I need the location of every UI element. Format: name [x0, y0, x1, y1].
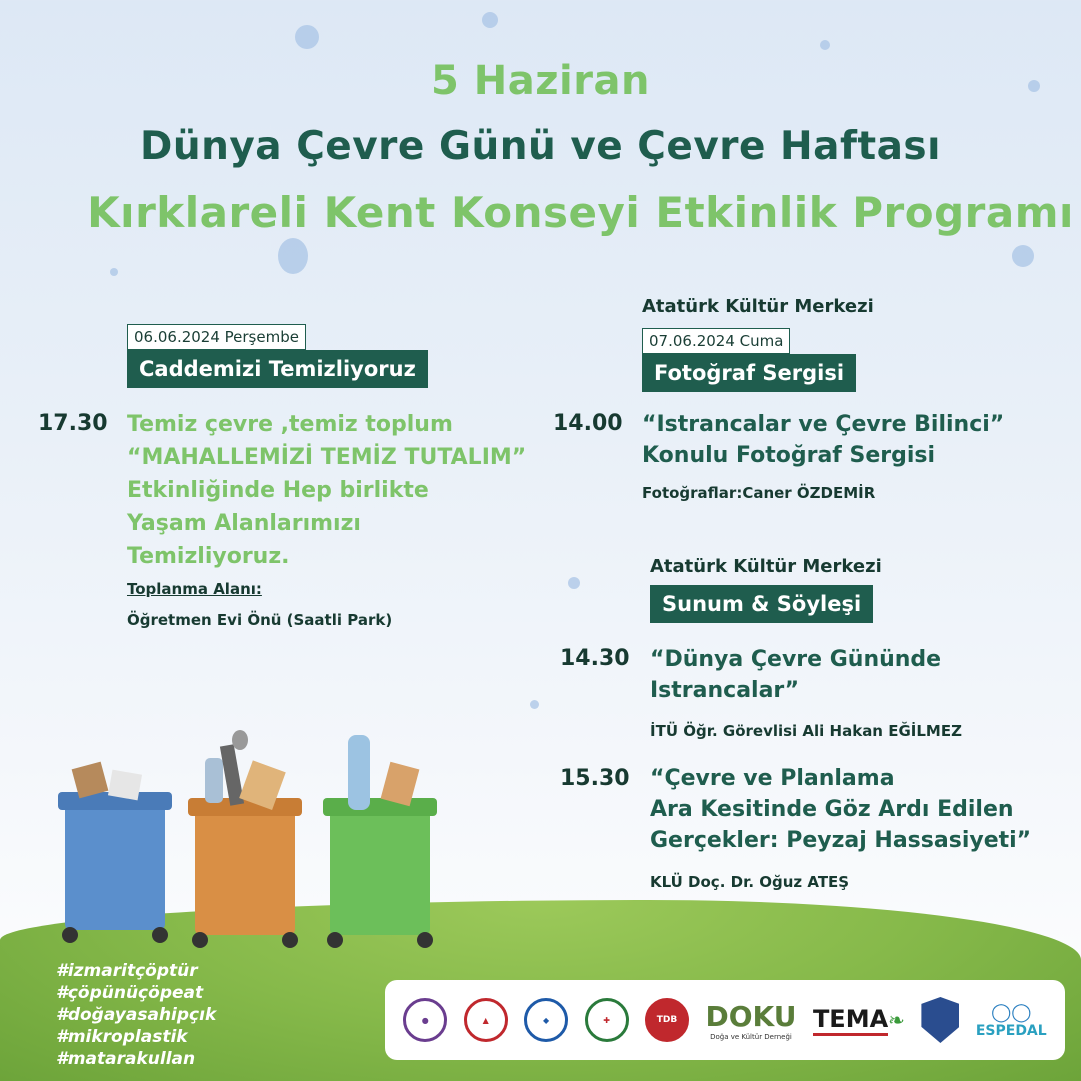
decor-dot	[110, 268, 118, 276]
title-program: Kırklareli Kent Konseyi Etkinlik Programı	[87, 188, 1074, 237]
sponsor-logos	[385, 980, 1065, 1060]
desc-line: “Istrancalar ve Çevre Bilinci”	[642, 412, 1005, 437]
talk1-description	[650, 644, 941, 706]
date-tag-day1: 06.06.2024 Perşembe	[127, 324, 306, 350]
green-bin-icon	[323, 735, 437, 948]
decor-dot	[530, 700, 539, 709]
desc-line: Konulu Fotoğraf Sergisi	[642, 443, 936, 468]
desc-line: “MAHALLEMİZİ TEMİZ TUTALIM”	[127, 445, 527, 470]
doku-logo	[705, 1000, 796, 1041]
leaf-icon: ❧	[888, 1008, 905, 1032]
decor-dot	[820, 40, 830, 50]
tdb-logo-icon: TDB	[645, 998, 689, 1042]
desc-line: Istrancalar”	[650, 678, 800, 703]
doku-logo-subtitle: Doğa ve Kültür Derneği	[710, 1032, 792, 1041]
event-title-day1: Caddemizi Temizliyoruz	[127, 350, 428, 388]
desc-line: “Dünya Çevre Gününde	[650, 647, 942, 672]
time-1730: 17.30	[38, 411, 108, 436]
decor-dot	[568, 577, 580, 589]
hashtag-list	[56, 960, 216, 1070]
espedal-logo	[976, 1002, 1047, 1039]
hashtag: #matarakullan	[56, 1049, 196, 1069]
hashtag: #çöpünüçöpeat	[56, 983, 204, 1003]
talk1-speaker: İTÜ Öğr. Görevlisi Ali Hakan EĞİLMEZ	[650, 722, 962, 740]
place-day2: Atatürk Kültür Merkezi	[642, 296, 874, 317]
desc-line: Temiz çevre ,temiz toplum	[127, 412, 453, 437]
decor-dot	[295, 25, 319, 49]
decor-dot	[1012, 245, 1034, 267]
kirklareli-shield-icon	[921, 997, 959, 1043]
hashtag: #izmaritçöptür	[56, 961, 198, 981]
time-1400: 14.00	[553, 411, 623, 436]
decor-dot	[482, 12, 498, 28]
espedal-logo-text: ESPEDAL	[975, 1022, 1047, 1039]
desc-line: Yaşam Alanlarımızı	[127, 511, 361, 536]
gather-label: Toplanma Alanı:	[127, 580, 262, 598]
place-talks: Atatürk Kültür Merkezi	[650, 556, 882, 577]
title-date: 5 Haziran	[431, 58, 650, 104]
day1-description	[127, 408, 526, 573]
event-title-talks: Sunum & Söyleşi	[650, 585, 873, 623]
day2-description	[642, 409, 1004, 471]
municipality-logo-icon: ▲	[464, 998, 508, 1042]
photo-credit: Fotoğraflar:Caner ÖZDEMİR	[642, 484, 876, 502]
desc-line: “Çevre ve Planlama	[650, 766, 895, 791]
gather-place: Öğretmen Evi Önü (Saatli Park)	[127, 611, 393, 629]
tabip-odasi-logo-icon: ✚	[585, 998, 629, 1042]
tema-logo-text: TEMA	[813, 1005, 888, 1036]
desc-line: Ara Kesitinde Göz Ardı Edilen	[650, 797, 1014, 822]
date-tag-day2: 07.06.2024 Cuma	[642, 328, 790, 354]
time-1430: 14.30	[560, 646, 630, 671]
event-title-day2: Fotoğraf Sergisi	[642, 354, 856, 392]
talk2-description	[650, 763, 1031, 856]
orange-bin-icon	[188, 730, 302, 948]
university-logo-icon: ◆	[524, 998, 568, 1042]
decor-dot	[278, 238, 308, 274]
hashtag: #mikroplastik	[56, 1027, 188, 1047]
tema-logo	[813, 1005, 905, 1036]
talk2-speaker: KLÜ Doç. Dr. Oğuz ATEŞ	[650, 873, 850, 891]
hashtag: #doğayasahipçık	[56, 1005, 217, 1025]
time-1530: 15.30	[560, 766, 630, 791]
title-event: Dünya Çevre Günü ve Çevre Haftası	[139, 124, 942, 169]
cyclists-icon: ◯◯	[991, 1001, 1032, 1023]
desc-line: Temizliyoruz.	[127, 544, 290, 569]
desc-line: Gerçekler: Peyzaj Hassasiyeti”	[650, 828, 1032, 853]
desc-line: Etkinliğinde Hep birlikte	[127, 478, 429, 503]
kent-konseyi-logo-icon: ●	[403, 998, 447, 1042]
doku-logo-text: DOKU	[705, 999, 797, 1033]
recycling-bins-illustration	[50, 720, 450, 950]
blue-bin-icon	[58, 762, 172, 943]
